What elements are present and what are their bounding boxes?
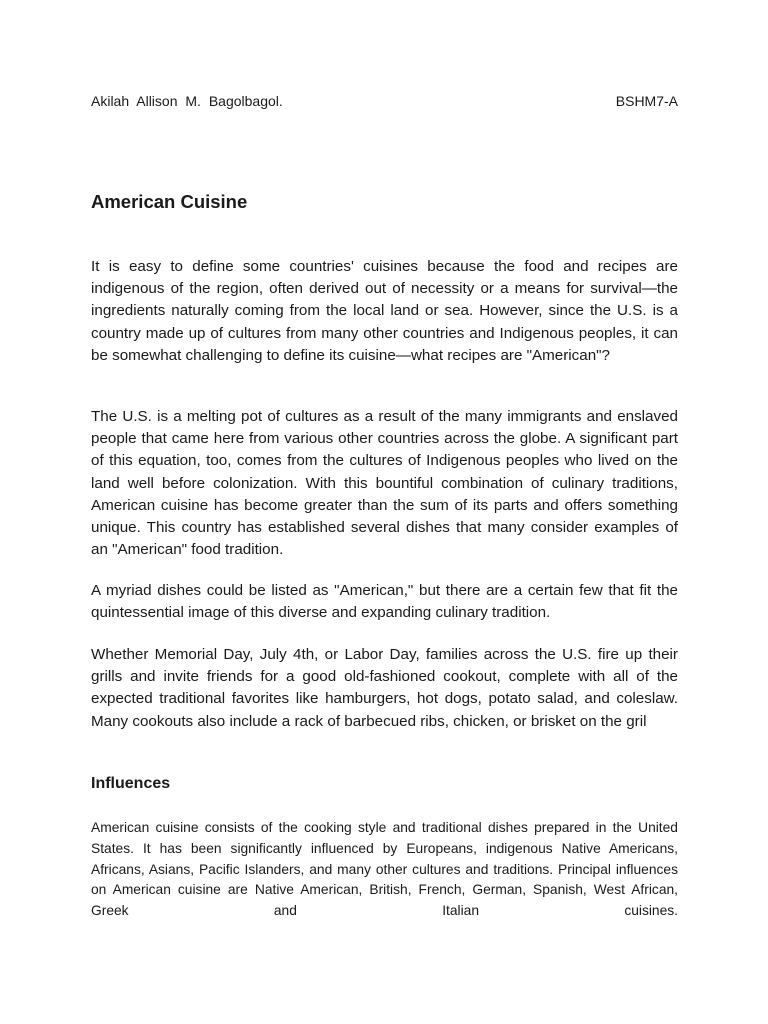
influences-paragraph: American cuisine consists of the cooking style and traditional dishes prepared in the United States. It has been significantly influenced by Europeans, indigenous Native Americans, Africans, Asians, Pacific Islanders, and many other cultures and traditions. Principal influences on American cuisine are Native American, British, French, German, Spanish, West African, Greek and Italian cuisines. [91, 820, 678, 919]
paragraph-intro: It is easy to define some countries' cuisines because the food and recipes are indigenous of the region, often derived out of necessity or a means for survival—the ingredients naturally coming from the local land or sea. However, since the U.S. is a country made up of cultures from many other countries and Indigenous peoples, it can be somewhat challenging to define its cuisine—what recipes are "American"? [91, 258, 678, 364]
paragraph-melting-pot: The U.S. is a melting pot of cultures as a result of the many immigrants and enslaved people that came here from various other countries across the globe. A significant part of this equation, too, comes from the cultures of Indigenous peoples who lived on the land well before colonization. With this bountiful combination of culinary traditions, American cuisine has become greater than the sum of its parts and offers something unique. This country has established several dishes that many consider examples of an "American" food tradition. [91, 408, 678, 559]
influences-heading: Influences [91, 775, 171, 792]
document-header [91, 92, 678, 110]
document-title: American Cuisine [91, 191, 248, 212]
section-code: BSHM7-A [615, 93, 678, 109]
paragraph-myriad-dishes: A myriad dishes could be listed as "American," but there are a certain few that fit the quintessential image of this diverse and expanding culinary tradition. [91, 582, 678, 622]
author-name: Akilah Allison M. Bagolbagol. [91, 93, 283, 109]
paragraph-cookout: Whether Memorial Day, July 4th, or Labor Day, families across the U.S. fire up their grills and invite friends for a good old-fashioned cookout, complete with all of the expected traditional favorites like hamburgers, hot dogs, potato salad, and coleslaw. Many cookouts also include a rack of barbecued ribs, chicken, or brisket on the gril [91, 646, 678, 730]
